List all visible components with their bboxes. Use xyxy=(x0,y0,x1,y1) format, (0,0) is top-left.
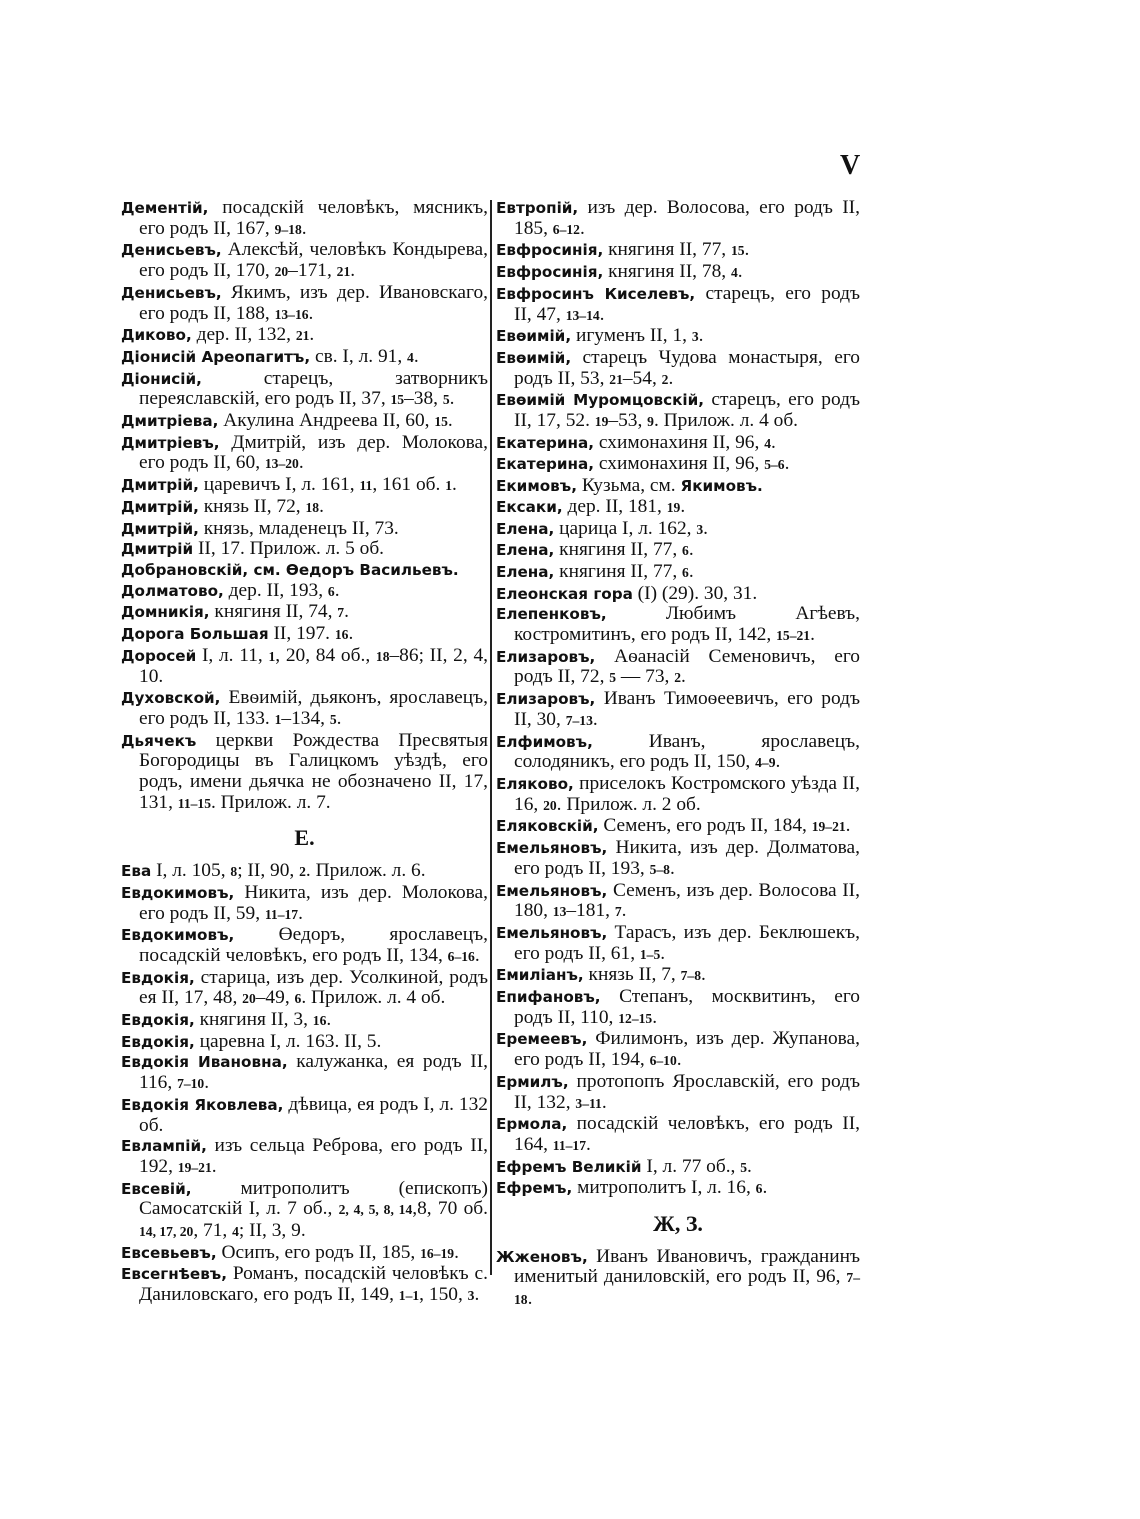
entry-text: Иванъ Ивановичъ, гражданинъ именитый даниловскій, его родъ II, 96, 7–18. xyxy=(514,1245,860,1310)
entry-headword: Екатерина, xyxy=(496,433,595,452)
entry-headword: Евдокія Ивановна, xyxy=(121,1053,288,1072)
entry-text: посадскій человѣкъ, мясникъ, его родъ II, 167, 9–18. xyxy=(139,197,488,239)
entry-headword: Жженовъ, xyxy=(496,1247,588,1266)
entry-text: княгиня II, 74, 7. xyxy=(209,601,349,623)
entry-text: игуменъ II, 1, 3. xyxy=(571,325,704,347)
entry-text: Любимъ Агѣевъ, костромитинъ, его родъ II, 142, 15–21. xyxy=(514,603,860,646)
index-entry xyxy=(121,347,488,369)
index-entry xyxy=(121,883,488,925)
entry-headword: Евсевьевъ, xyxy=(121,1243,217,1262)
entry-headword: Добрановскій, см. Өедоръ Васильевъ. xyxy=(121,560,459,579)
entry-headword: Евсегнѣевъ, xyxy=(121,1265,227,1284)
entry-text: Тарасъ, изъ дер. Беклюшекъ, его родъ II, 61, 1–5. xyxy=(514,921,860,964)
index-entry xyxy=(121,497,488,519)
index-entry xyxy=(121,1095,488,1136)
index-column-left xyxy=(121,198,488,1307)
entry-text: Якимъ, изъ дер. Ивановскаго, его родъ II, 188, 13–16. xyxy=(139,281,488,324)
index-entry xyxy=(121,283,488,325)
entry-headword: Диково, xyxy=(121,326,192,345)
index-entry xyxy=(496,540,860,562)
entry-text: Алексѣй, человѣкъ Кондырева, его родъ II, 170, 20–171, 21. xyxy=(139,239,488,282)
index-entry xyxy=(496,987,860,1029)
index-entry xyxy=(496,881,860,923)
index-entry xyxy=(496,519,860,541)
index-entry xyxy=(496,240,860,262)
entry-text: митрополитъ (епископъ) Самосатскій I, л. 7 об., 2, 4, 5, 8, 14,8, 70 об. 14, 17, 20, 71, 4; II, 3, 9. xyxy=(139,1177,488,1242)
entry-headword: Евлампій, xyxy=(121,1137,207,1156)
index-entry xyxy=(496,562,860,584)
entry-headword: Домникія, xyxy=(121,603,210,622)
index-entry xyxy=(121,240,488,282)
entry-text: дер. II, 132, 21. xyxy=(191,324,315,346)
index-entry xyxy=(121,1243,488,1265)
entry-text: княгиня II, 78, 4. xyxy=(603,261,743,283)
entry-headword: Ева xyxy=(121,862,152,881)
entry-text: князь, младенецъ II, 73. xyxy=(198,517,399,539)
index-entry xyxy=(496,326,860,348)
entry-text: княгиня II, 77, 6. xyxy=(554,560,694,582)
index-entry xyxy=(496,774,860,816)
entry-headword: Долматово, xyxy=(121,581,224,600)
entry-headword: Ермола, xyxy=(496,1115,568,1134)
index-entry xyxy=(121,581,488,603)
index-entry xyxy=(121,688,488,730)
entry-text: I, л. 105, 8; II, 90, 2. Прилож. л. 6. xyxy=(151,860,426,882)
index-entry xyxy=(121,731,488,815)
index-entry xyxy=(496,689,860,731)
index-entry xyxy=(496,1247,860,1311)
entry-headword: Дмитрій, xyxy=(121,497,199,516)
index-entry xyxy=(496,433,860,455)
index-entry xyxy=(121,1264,488,1306)
entry-headword: Ефремъ, xyxy=(496,1179,573,1198)
entry-text: I, л. 77 об., 5. xyxy=(641,1155,752,1177)
entry-text: протопопъ Ярославскій, его родъ II, 132, 3–11. xyxy=(514,1070,860,1113)
entry-text: Романъ, посадскій человѣкъ с. Даниловскаго, его родъ II, 149, 1–1, 150, 3. xyxy=(139,1263,488,1306)
entry-text: Филимонъ, изъ дер. Жупанова, его родъ II, 194, 6–10. xyxy=(514,1028,860,1071)
entry-text: княгиня II, 77, 6. xyxy=(554,539,694,561)
index-entry xyxy=(496,1029,860,1071)
entry-text: царица I, л. 162, 3. xyxy=(554,517,709,539)
entry-headword: Ексаки, xyxy=(496,497,563,516)
index-entry xyxy=(121,1052,488,1094)
entry-headword: Дмитрій, xyxy=(121,519,199,538)
entry-text: царевна I, л. 163. II, 5. xyxy=(194,1030,382,1052)
index-entry xyxy=(496,476,860,497)
index-entry xyxy=(121,411,488,433)
entry-headword: Елеонская гора xyxy=(496,584,633,603)
entry-text: старецъ Чудова монастыря, его родъ II, 53, 21–54, 2. xyxy=(514,346,860,389)
entry-headword: Емельяновъ, xyxy=(496,923,608,942)
entry-text: княгиня II, 3, 16. xyxy=(194,1009,332,1031)
entry-text: княгиня II, 77, 15. xyxy=(603,239,750,261)
entry-text: Иванъ, ярославецъ, солодяникъ, его родъ II, 150, 4–9. xyxy=(514,730,860,773)
index-entry xyxy=(121,646,488,688)
entry-text: Семенъ, изъ дер. Волосова II, 180, 13–181, 7. xyxy=(514,879,860,922)
entry-headword: Дьячекъ xyxy=(121,731,197,750)
entry-headword: Діонисій Ареопагитъ, xyxy=(121,347,311,366)
index-entry xyxy=(496,1114,860,1156)
entry-text: князь II, 7, 7–8. xyxy=(583,964,706,986)
entry-headword: Екатерина, xyxy=(496,455,595,474)
entry-text: Дмитрій, изъ дер. Молокова, его родъ II, 60, 13–20. xyxy=(139,431,488,474)
index-entry xyxy=(496,198,860,240)
index-entry xyxy=(496,454,860,476)
entry-headword: Евдокимовъ, xyxy=(121,883,235,902)
index-entry xyxy=(496,816,860,838)
entry-headword: Евдокимовъ, xyxy=(121,926,235,945)
entry-text: митрополитъ I, л. 16, 6. xyxy=(572,1177,768,1199)
index-entry xyxy=(496,284,860,326)
index-entry xyxy=(121,539,488,560)
index-entry xyxy=(121,198,488,240)
entry-text: дер. II, 193, 6. xyxy=(223,579,340,601)
section-heading: Ж, З. xyxy=(653,1211,703,1237)
page-number: V xyxy=(840,150,861,181)
index-entry xyxy=(121,560,488,581)
entry-headword: Дементій, xyxy=(121,199,209,217)
entry-headword: Еремеевъ, xyxy=(496,1030,588,1049)
entry-headword: Дмитріева, xyxy=(121,412,219,431)
entry-headword: Евѳимій Муромцовскій, xyxy=(496,391,705,410)
entry-text: князь II, 72, 18. xyxy=(198,495,324,517)
entry-headword: Ермилъ, xyxy=(496,1072,569,1091)
entry-text: Евѳимій, дьяконъ, ярославецъ, его родъ II, 133. 1–134, 5. xyxy=(139,687,488,729)
entry-text: II, 17. Прилож. л. 5 об. xyxy=(193,538,385,560)
entry-headword: Евдокія Яковлева, xyxy=(121,1095,284,1114)
entry-headword: Денисьевъ, xyxy=(121,241,222,260)
section-heading: Е. xyxy=(294,825,315,851)
entry-text: II, 197. 16. xyxy=(268,623,354,645)
entry-headword: Елизаровъ, xyxy=(496,690,596,709)
index-entry xyxy=(121,325,488,347)
entry-text: Никита, изъ дер. Долматова, его родъ II, 193, 5–8. xyxy=(514,837,860,879)
entry-headword: Евтропій, xyxy=(496,199,579,217)
entry-headword: Елена, xyxy=(496,519,555,538)
entry-headword: Дмитріевъ, xyxy=(121,433,220,452)
entry-headword: Доросей xyxy=(121,646,197,665)
index-entry xyxy=(496,604,860,646)
index-entry xyxy=(496,348,860,390)
index-entry xyxy=(121,925,488,967)
index-entry xyxy=(496,1178,860,1200)
index-entry xyxy=(121,475,488,497)
entry-headword: Екимовъ, xyxy=(496,477,577,496)
entry-headword: Діонисій, xyxy=(121,369,202,388)
entry-headword: Емельяновъ, xyxy=(496,881,608,900)
index-entry xyxy=(496,584,860,605)
index-entry xyxy=(121,861,488,883)
entry-headword: Евсевій, xyxy=(121,1179,192,1198)
index-entry xyxy=(121,1136,488,1178)
entry-text: старецъ, его родъ II, 17, 52. 19–53, 9. Прилож. л. 4 об. xyxy=(514,389,860,432)
entry-text: приселокъ Костромского уѣзда II, 16, 20. Прилож. л. 2 об. xyxy=(514,772,860,815)
entry-text: дер. II, 181, 19. xyxy=(562,495,686,517)
entry-text: старецъ, затворникъ переяславскій, его родъ II, 37, 15–38, 5. xyxy=(139,367,488,410)
index-entry xyxy=(496,390,860,432)
index-entry xyxy=(496,647,860,689)
entry-headword: Духовской, xyxy=(121,689,221,708)
entry-headword: Елена, xyxy=(496,541,555,560)
entry-headword: Евѳимій, xyxy=(496,327,572,346)
entry-text: Иванъ Тимоѳеевичъ, его родъ II, 30, 7–13. xyxy=(514,688,860,730)
entry-text: Осипъ, его родъ II, 185, 16–19. xyxy=(216,1241,459,1263)
entry-text: Өедоръ, ярославецъ, посадскій человѣкъ, его родъ II, 134, 6–16. xyxy=(139,924,488,966)
entry-headword: Дмитрій, xyxy=(121,476,199,495)
index-entry xyxy=(121,1032,488,1053)
entry-headword: Евфросинія, xyxy=(496,263,604,282)
entry-headword: Емельяновъ, xyxy=(496,839,608,858)
index-entry xyxy=(121,968,488,1010)
entry-text: Акулина Андреева II, 60, 15. xyxy=(218,410,453,432)
entry-text: Никита, изъ дер. Молокова, его родъ II, 59, 11–17. xyxy=(139,881,488,924)
entry-headword: Еляковскій, xyxy=(496,817,599,836)
entry-text: Семенъ, его родъ II, 184, 19–21. xyxy=(598,815,851,837)
entry-text: калужанка, ея родъ II, 116, 7–10. xyxy=(139,1051,488,1094)
entry-headword: Елепенковъ, xyxy=(496,605,607,624)
index-entry xyxy=(121,624,488,646)
entry-text: (I) (29). 30, 31. xyxy=(632,582,758,604)
entry-headword: Евфросинъ Киселевъ, xyxy=(496,284,696,303)
index-entry xyxy=(121,602,488,624)
entry-text: изъ сельца Реброва, его родъ II, 192, 19–21. xyxy=(139,1135,488,1177)
entry-text: старецъ, его родъ II, 47, 13–14. xyxy=(514,282,860,325)
index-entry xyxy=(496,262,860,284)
entry-text: церкви Рождества Пресвятыя Богородицы въ Галицкомъ уѣздѣ, его родъ, имени дьячка не обозначено II, 17, 131, 11–15. Прилож. л. 7. xyxy=(139,729,488,813)
entry-text: Аѳанасій Семеновичъ, его родъ II, 72, 5 — 73, 2. xyxy=(514,645,860,688)
entry-text: дѣвица, ея родъ I, л. 132 об. xyxy=(139,1093,488,1136)
entry-text: схимонахиня II, 96, 4. xyxy=(594,431,776,453)
index-entry xyxy=(496,1072,860,1114)
index-entry xyxy=(496,923,860,965)
entry-headword: Евѳимій, xyxy=(496,348,572,367)
entry-text: царевичъ I, л. 161, 11, 161 об. 1. xyxy=(198,474,457,496)
index-entry xyxy=(496,965,860,987)
index-entry xyxy=(496,1157,860,1179)
index-entry xyxy=(121,519,488,540)
index-entry xyxy=(121,1179,488,1243)
entry-text: схимонахиня II, 96, 5–6. xyxy=(594,453,790,475)
entry-text: старица, изъ дер. Усолкиной, родъ ея II, 17, 48, 20–49, 6. Прилож. л. 4 об. xyxy=(139,966,488,1009)
entry-headword: Ефремъ Великій xyxy=(496,1157,642,1176)
entry-headword: Евдокія, xyxy=(121,1011,195,1030)
entry-text: Кузьма, см. Якимовъ. xyxy=(576,475,763,497)
entry-headword: Епифановъ, xyxy=(496,988,601,1007)
entry-text: изъ дер. Волосова, его родъ II, 185, 6–12. xyxy=(514,197,860,239)
index-entry xyxy=(121,1010,488,1032)
entry-text: I, л. 11, 1, 20, 84 об., 18–86; II, 2, 4, 10. xyxy=(139,644,488,688)
index-entry xyxy=(496,838,860,880)
entry-headword: Елена, xyxy=(496,562,555,581)
entry-headword: Евфросинія, xyxy=(496,241,604,260)
index-entry xyxy=(121,369,488,411)
index-entry xyxy=(121,433,488,475)
entry-headword: Дорога Большая xyxy=(121,625,269,644)
entry-headword: Евдокія, xyxy=(121,1032,195,1051)
entry-text: Степанъ, москвитинъ, его родъ II, 110, 12–15. xyxy=(514,986,860,1028)
entry-text: св. I, л. 91, 4. xyxy=(310,345,419,367)
entry-text: посадскій человѣкъ, его родъ II, 164, 11–17. xyxy=(514,1113,860,1155)
entry-headword: Емиліанъ, xyxy=(496,966,584,985)
entry-headword: Дмитрій xyxy=(121,540,194,559)
entry-headword: Елфимовъ, xyxy=(496,732,593,751)
entry-headword: Еляково, xyxy=(496,774,574,793)
index-entry xyxy=(496,732,860,774)
entry-headword: Елизаровъ, xyxy=(496,647,596,666)
index-entry xyxy=(496,497,860,519)
entry-headword: Денисьевъ, xyxy=(121,283,222,302)
column-divider xyxy=(490,200,492,1275)
entry-headword: Евдокія, xyxy=(121,968,195,987)
index-column-right xyxy=(496,198,860,1311)
